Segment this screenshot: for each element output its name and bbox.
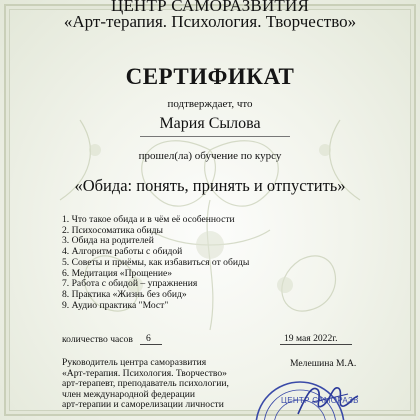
list-item: 1. Что такое обида и в чём её особенности bbox=[62, 214, 235, 225]
list-item: 2. Психосоматика обиды bbox=[62, 224, 163, 236]
certificate-title: СЕРТИФИКАТ bbox=[125, 64, 295, 89]
organization-line-1: ЦЕНТР САМОРАЗВИТИЯ bbox=[110, 0, 310, 15]
topics-list bbox=[62, 215, 249, 311]
list-item: 5. Советы и приёмы, как избавиться от обиды bbox=[62, 256, 250, 268]
date-underline bbox=[280, 344, 352, 345]
list-item: 8. Практика «Жизнь без обид» bbox=[62, 288, 187, 300]
name-underline bbox=[140, 136, 290, 137]
course-title: «Обида: понять, принять и отпустить» bbox=[74, 176, 346, 195]
signatory-line: арт-терапевт, преподаватель психологии, bbox=[62, 378, 229, 389]
signatory-line: Руководитель центра саморазвития bbox=[62, 357, 207, 368]
hours-value: 6 bbox=[146, 333, 151, 344]
hours-underline bbox=[140, 344, 162, 345]
list-item: 4. Алгоритм работы с обидой bbox=[62, 246, 183, 258]
signatory-line: арт-терапии и саморелизации личности bbox=[62, 399, 224, 410]
organization-line-2: «Арт-терапия. Психология. Творчество» bbox=[63, 12, 357, 31]
hours-label: количество часов bbox=[62, 334, 133, 345]
confirms-text: подтверждает, что bbox=[167, 98, 253, 110]
signatory-line: член международной федерации bbox=[62, 388, 196, 400]
stamp-text: ЦЕНТР САМОРАЗВ bbox=[281, 396, 359, 405]
completed-text: прошел(ла) обучение по курсу bbox=[138, 150, 282, 162]
issue-date: 19 мая 2022г. bbox=[284, 333, 338, 344]
signatory-line: «Арт-терапия. Психология. Творчество» bbox=[62, 367, 227, 379]
list-item: 6. Медитация «Прощение» bbox=[62, 267, 173, 279]
list-item: 9. Аудио практика "Мост" bbox=[62, 299, 169, 311]
signatory-title bbox=[62, 358, 229, 411]
recipient-name: Мария Сылова bbox=[159, 115, 261, 132]
list-item: 7. Работа с обидой – упражнения bbox=[62, 278, 198, 290]
signatory-name: Мелешина М.А. bbox=[290, 358, 357, 369]
handwritten-signature-icon bbox=[292, 376, 362, 420]
list-item: 3. Обида на родителей bbox=[62, 235, 154, 247]
